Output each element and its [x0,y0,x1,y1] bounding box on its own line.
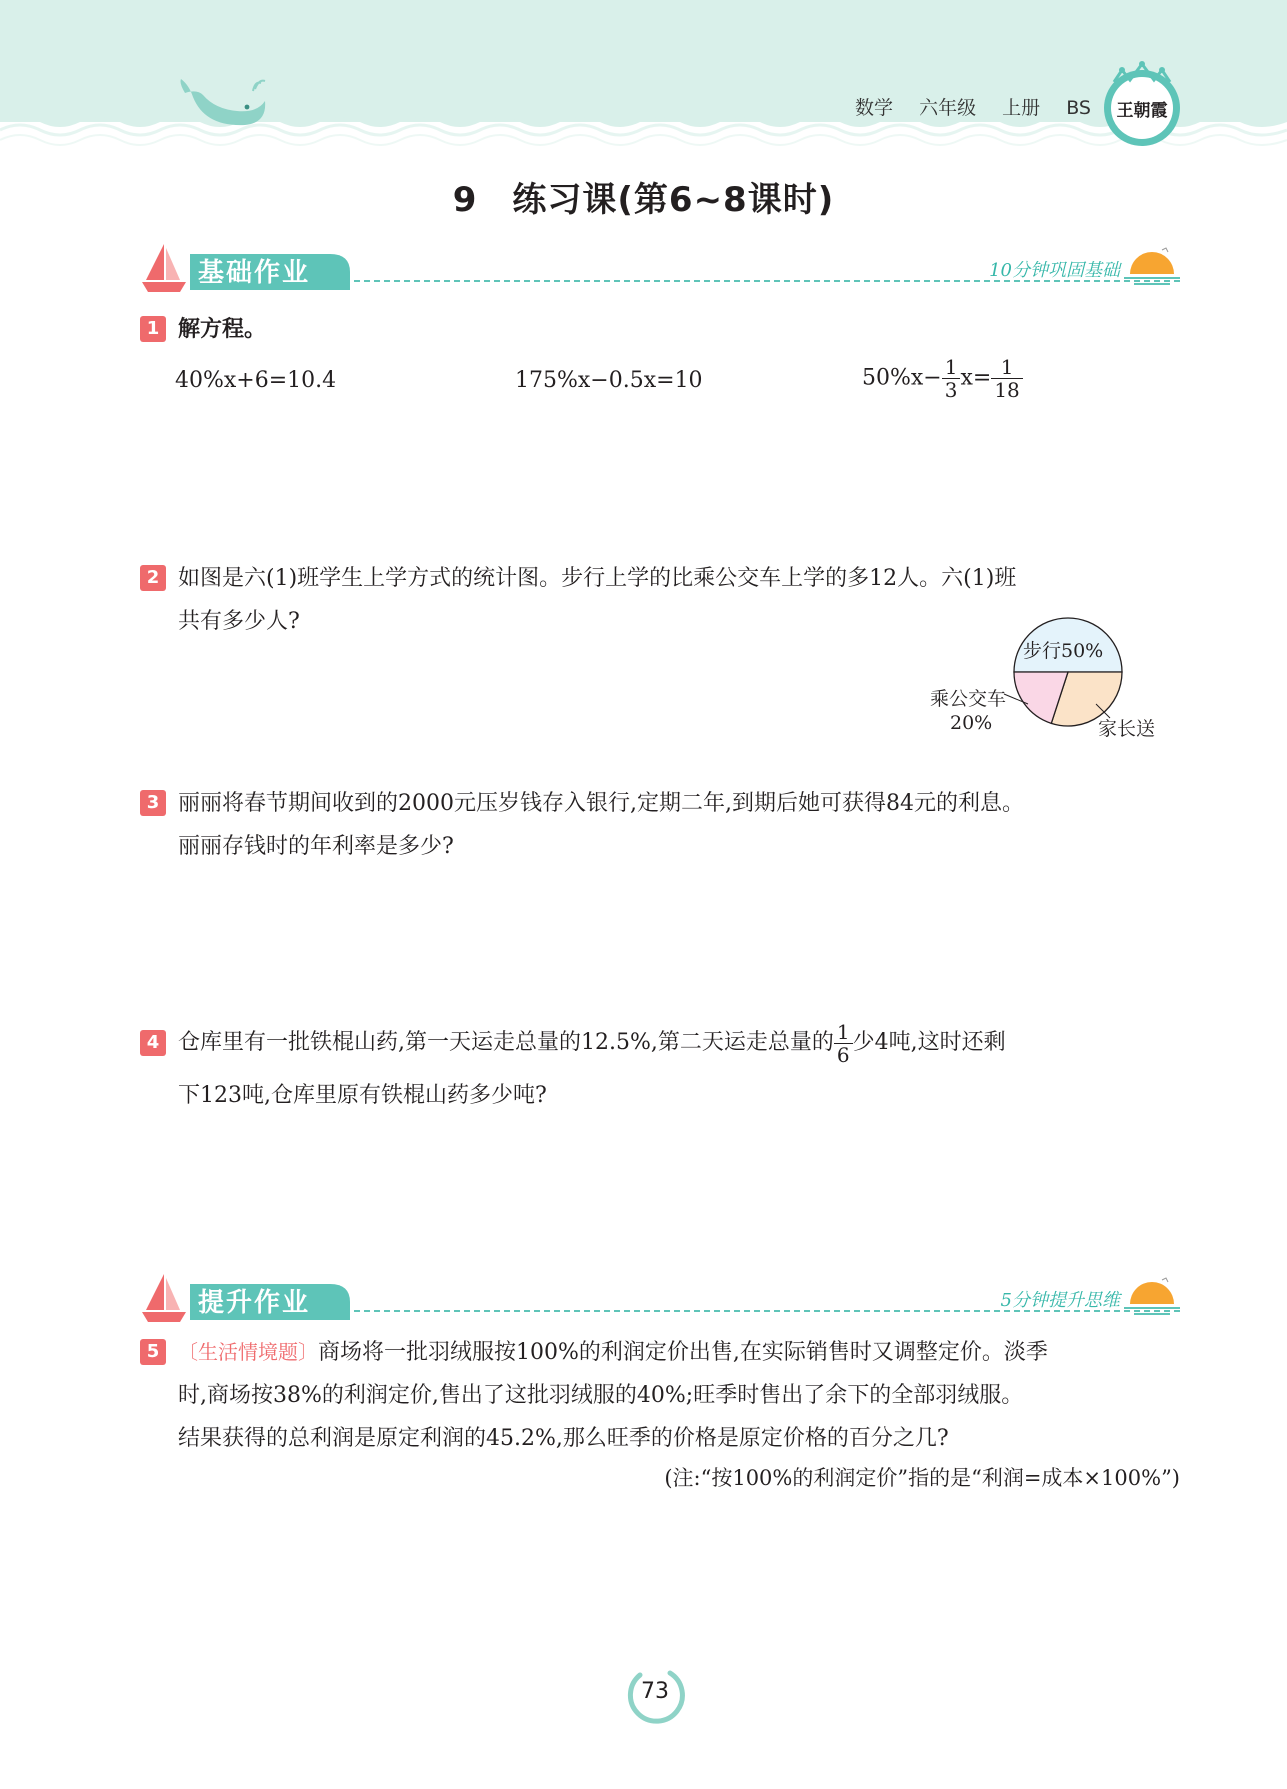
question-line: 如图是六(1)班学生上学方式的统计图。步行上学的比乘公交车上学的多12人。六(1)班 [178,566,1017,591]
fraction-denominator: 3 [944,378,958,402]
section-label: 提升作业 [198,1288,311,1318]
page-number-text: 73 [641,1679,669,1704]
question-line: 共有多少人? [178,609,300,634]
equation-3-mid: x= [960,365,992,391]
svg-text:王朝霞: 王朝霞 [1116,101,1168,121]
question-1 [140,308,1180,354]
question-note: (注:“按100%的利润定价”指的是“利润=成本×100%”) [664,1466,1180,1490]
question-number: 3 [140,790,166,816]
question-5 [140,1331,1180,1461]
question-number: 4 [140,1030,166,1056]
section-header-basic [140,240,1180,296]
question-number: 1 [140,316,166,342]
fraction-denominator: 6 [836,1042,850,1067]
section-label: 基础作业 [198,258,311,288]
grade: 六年级 [919,97,977,119]
section-header-advanced [140,1270,1180,1326]
fraction [942,356,961,401]
question-line: 丽丽存钱时的年利率是多少? [178,834,454,859]
question-line [178,1331,1178,1374]
whale-icon [175,75,275,135]
pie-label-parent: 家长送 [1098,718,1156,740]
pie-label-walk: 步行50% [1023,640,1104,662]
pie-chart [910,600,1190,750]
page-number [620,1665,690,1725]
sunset-icon [1124,1274,1180,1320]
pie-label-bus: 乘公交车 [930,688,1007,710]
edition: BS [1066,97,1091,119]
fraction [991,356,1022,401]
question-line: 下123吨,仓库里原有铁棍山药多少吨? [178,1083,547,1108]
equation-2: 175%x−0.5x=10 [515,368,703,393]
question-line [178,1018,1178,1068]
page-title: 9 练习课(第6~8课时) [452,180,835,220]
equation-3 [862,356,1023,401]
question-line: 丽丽将春节期间收到的2000元压岁钱存入银行,定期二年,到期后她可获得84元的利息。 [178,791,1024,816]
question-4 [140,1018,1180,1128]
question-line-part: 商场将一批羽绒服按100%的利润定价出售,在实际销售时又调整定价。淡季 [318,1340,1048,1365]
question-line-part: 仓库里有一批铁棍山药,第一天运走总量的12.5%,第二天运走总量的 [178,1030,834,1055]
pie-label-bus-percent: 20% [950,712,993,734]
question-text [178,1018,1178,1117]
sunset-icon [1124,244,1180,290]
fraction-numerator: 1 [991,356,1022,379]
volume: 上册 [1002,97,1041,119]
question-line: 时,商场按38%的利润定价,售出了这批羽绒服的40%;旺季时售出了余下的全部羽绒服。 [178,1383,1024,1408]
question-3 [140,782,1180,872]
question-number: 5 [140,1339,166,1365]
question-text [178,782,1178,868]
equation-3-prefix: 50%x− [862,365,942,391]
book-info [855,93,1111,120]
section-time-hint: 5分钟提升思维 [1000,1290,1120,1311]
question-number: 2 [140,565,166,591]
question-line-part: 少4吨,这时还剩 [852,1030,1006,1055]
question-line: 结果获得的总利润是原定利润的45.2%,那么旺季的价格是原定价格的百分之几? [178,1426,949,1451]
fraction-numerator: 1 [942,356,961,379]
fraction [834,1021,853,1066]
question-tag: 〔生活情境题〕 [178,1340,318,1364]
question-text: 解方程。 [178,317,267,342]
question-text [178,1331,1178,1460]
fraction-denominator: 18 [994,378,1020,402]
fraction-numerator: 1 [834,1021,853,1044]
brand-logo [1100,58,1184,150]
section-time-hint: 10分钟巩固基础 [989,260,1120,281]
equation-1: 40%x+6=10.4 [175,368,337,393]
subject: 数学 [855,97,894,119]
